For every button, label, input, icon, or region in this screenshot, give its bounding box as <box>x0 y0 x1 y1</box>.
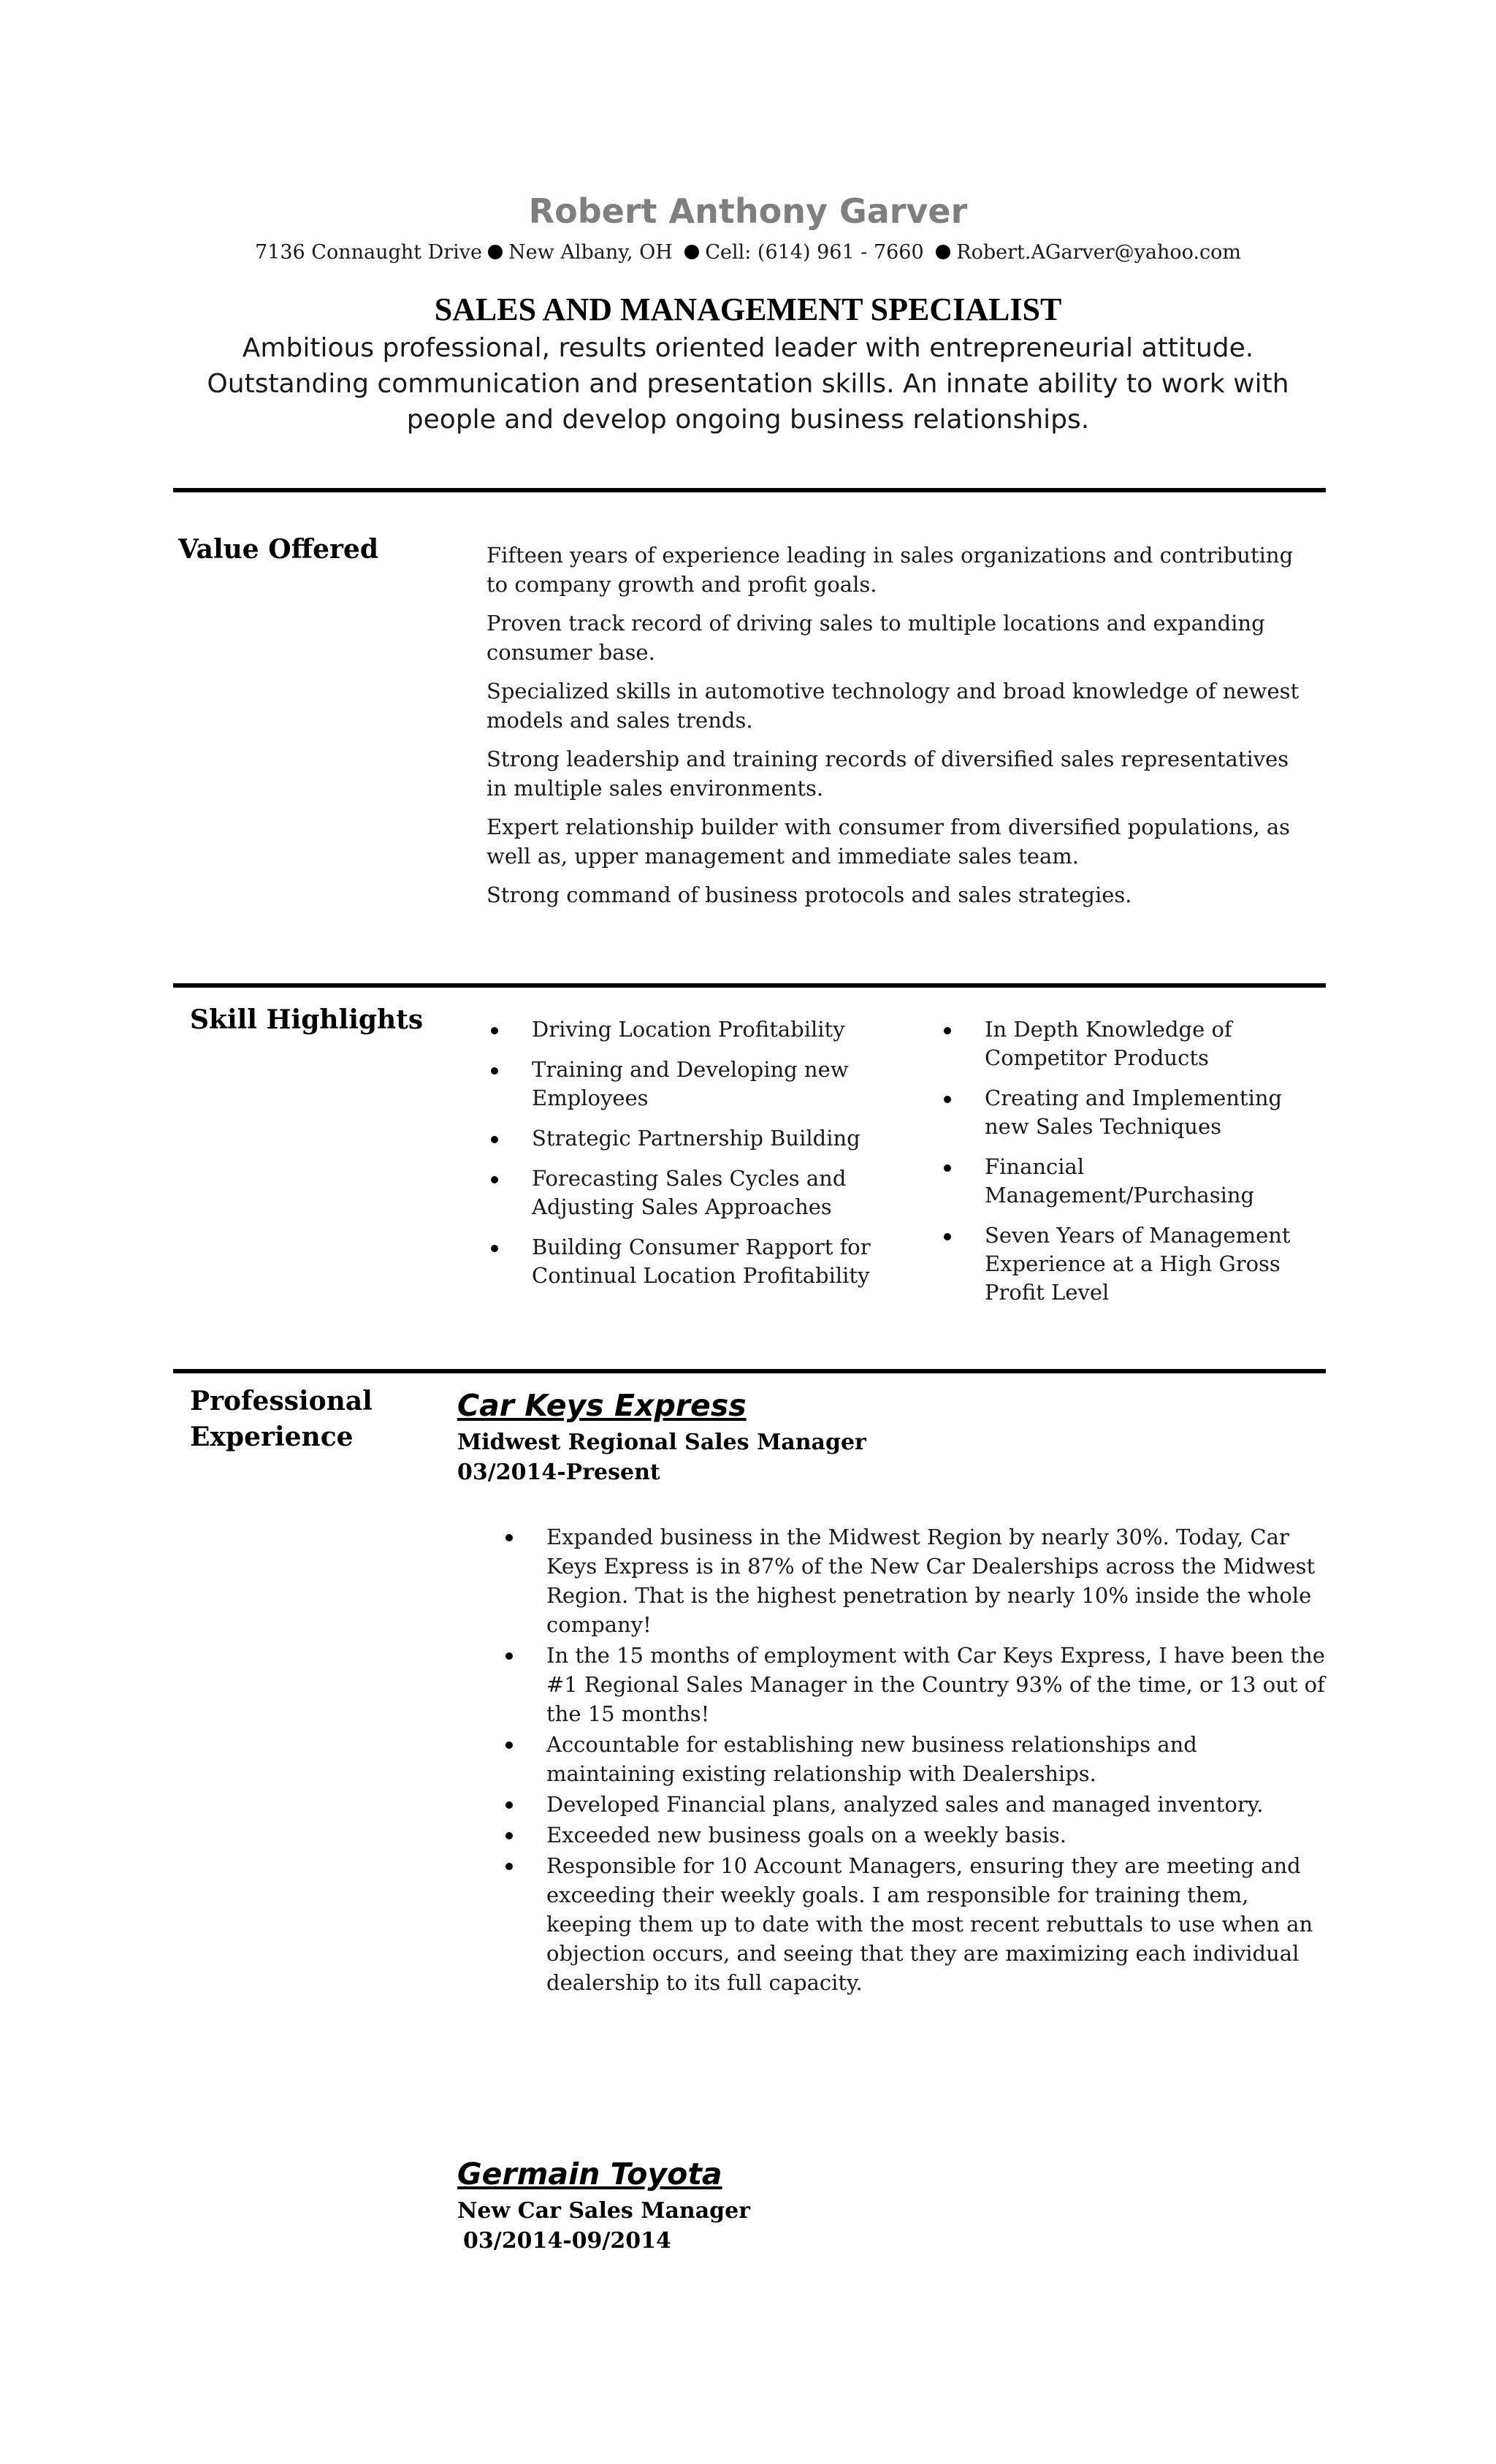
value-item: Strong command of business protocols and sales strategies. <box>486 882 1132 907</box>
bullet-dot-icon <box>936 245 950 259</box>
candidate-name: Robert Anthony Garver <box>528 191 968 231</box>
value-item: Proven track record of driving sales to multiple locations and expanding consumer base. <box>486 611 1265 665</box>
skill-item: In Depth Knowledge of Competitor Products <box>939 1015 1319 1072</box>
job-role: New Car Sales Manager <box>457 2198 751 2224</box>
skill-item: Strategic Partnership Building <box>486 1124 896 1153</box>
value-item: Expert relationship builder with consumer from diversified populations, as well as, upper management and immediate sales team. <box>486 815 1291 869</box>
job-bullet: Expanded business in the Midwest Region by nearly 30%. Today, Car Keys Express is in 87% of the New Car Dealerships across the Midwest Region. That is the highest penetration by nearly 10% inside the whole company! <box>501 1522 1327 1639</box>
skill-highlights-title: Skill Highlights <box>190 1004 424 1035</box>
skills-right-column <box>939 1015 1319 1319</box>
contact-line <box>0 241 1496 264</box>
job-dates: 03/2014-Present <box>457 1460 660 1485</box>
job-dates: 03/2014-09/2014 <box>463 2228 671 2254</box>
job-bullet: Developed Financial plans, analyzed sales and managed inventory. <box>501 1790 1327 1819</box>
skill-item: Driving Location Profitability <box>486 1015 896 1044</box>
skill-item: Creating and Implementing new Sales Techniques <box>939 1084 1319 1141</box>
contact-email: Robert.AGarver@yahoo.com <box>956 241 1241 264</box>
bullet-dot-icon <box>488 245 503 259</box>
job-bullets <box>501 1522 1327 1999</box>
contact-city: New Albany, OH <box>508 241 673 264</box>
job-bullet: Responsible for 10 Account Managers, ensuring they are meeting and exceeding their weekly goals. I am responsible for training them, keeping them up to date with the most recent rebuttals to use when an objection occurs, and seeing that they are maximizing each individual dealership to its full capacity. <box>501 1851 1327 1997</box>
skill-item: Seven Years of Management Experience at a High Gross Profit Level <box>939 1221 1319 1307</box>
value-item: Fifteen years of experience leading in sales organizations and contributing to company growth and profit goals. <box>486 543 1294 597</box>
value-item: Specialized skills in automotive technology and broad knowledge of newest models and sales trends. <box>486 679 1300 733</box>
contact-address: 7136 Connaught Drive <box>255 241 483 264</box>
value-offered-list <box>486 541 1305 919</box>
experience-title-line: Professional <box>190 1386 373 1416</box>
company-name: Car Keys Express <box>457 1388 747 1423</box>
headline: SALES AND MANAGEMENT SPECIALIST <box>434 291 1062 327</box>
job-bullet: In the 15 months of employment with Car Keys Express, I have been the #1 Regional Sales Manager in the Country 93% of the time, or 13 out of the 15 months! <box>501 1641 1327 1728</box>
contact-cell: Cell: (614) 961 - 7660 <box>705 241 924 264</box>
summary: Ambitious professional, results oriented leader with entrepreneurial attitude. Outstanding communication and presentation skills. An innate ability to work with people and develop ongoing business relationships. <box>207 333 1289 435</box>
skill-item: Financial Management/Purchasing <box>939 1153 1319 1210</box>
job-bullet: Accountable for establishing new business relationships and maintaining existing relationship with Dealerships. <box>501 1730 1327 1788</box>
skills-left-column <box>486 1015 896 1302</box>
job-role: Midwest Regional Sales Manager <box>457 1430 866 1455</box>
skill-item: Building Consumer Rapport for Continual Location Profitability <box>486 1233 896 1290</box>
job-bullet: Exceeded new business goals on a weekly basis. <box>501 1820 1327 1850</box>
section-divider <box>173 1369 1326 1373</box>
skill-item: Training and Developing new Employees <box>486 1056 896 1113</box>
skill-item: Forecasting Sales Cycles and Adjusting Sales Approaches <box>486 1164 896 1221</box>
experience-title <box>190 1384 373 1455</box>
section-divider <box>173 488 1326 492</box>
experience-title-line: Experience <box>190 1422 354 1452</box>
bullet-dot-icon <box>684 245 699 259</box>
company-name: Germain Toyota <box>457 2156 722 2192</box>
value-item: Strong leadership and training records of diversified sales representatives in multiple sales environments. <box>486 747 1289 801</box>
value-offered-title: Value Offered <box>178 534 379 565</box>
section-divider <box>173 983 1326 988</box>
